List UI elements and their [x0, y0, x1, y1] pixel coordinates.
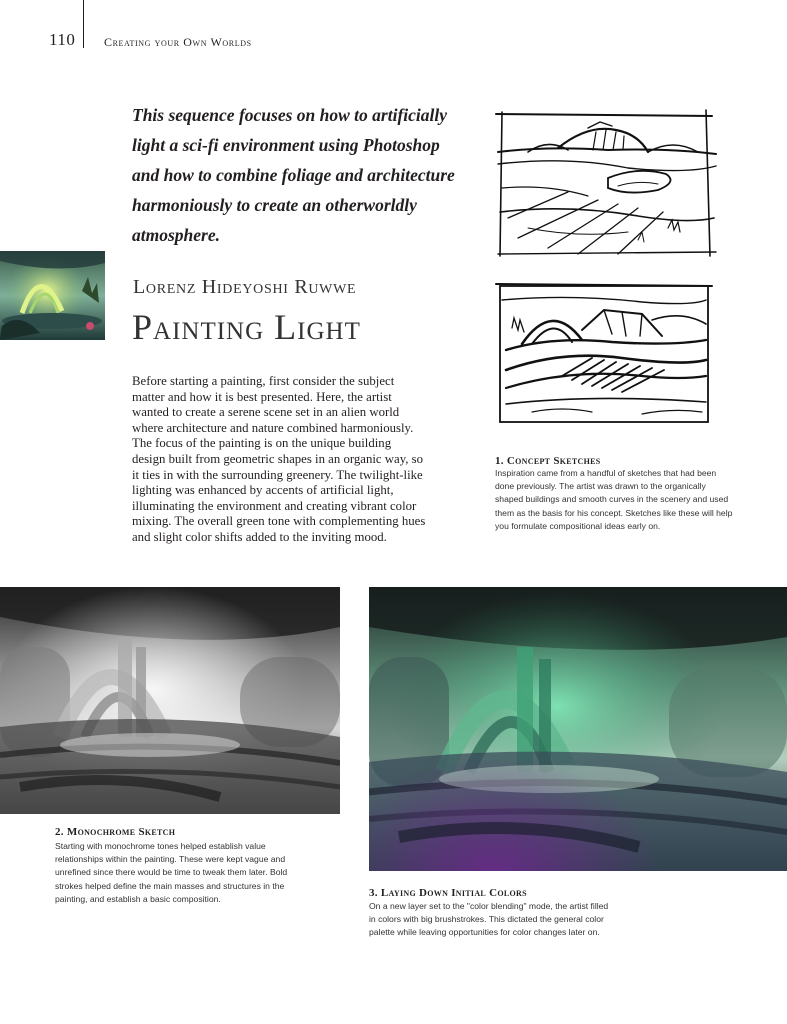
author-name: Lorenz Hideyoshi Ruwwe	[133, 276, 357, 298]
caption-text-initial-colors: On a new layer set to the "color blending" mode, the artist filled in colors with big brushstrokes. This dictated the general color palette while leaving opportunities for color changes later on.	[369, 901, 609, 938]
caption-text-concept-sketches: Inspiration came from a handful of sketches that had been done previously. The artist was drawn to the organically shaped buildings and smooth curves in the scenery and used them as the basis for his concept. Sketches like these will help you formulate compositional ideas early on.	[495, 468, 733, 531]
body-text: Before starting a painting, first consider the subject matter and how it is best presented. Here, the artist wanted to create a serene scene set in an alien world where architecture and nature combined harmoniously. The focus of the painting is on the unique building design built from geometric shapes in an organic way, so it ties in with the surrounding greenery. The twilight-like lighting was enhanced by accents of artificial light, illuminating the environment and creating vibrant color mixing. The overall green tone with complementing hues and slight color shifts added to the inviting mood.	[132, 374, 426, 544]
monochrome-sketch-painting	[0, 587, 340, 814]
thumbnail-painting	[0, 251, 105, 340]
initial-colors-painting	[369, 587, 787, 871]
concept-sketch-2	[492, 280, 714, 430]
page-number: 110	[49, 30, 76, 49]
article-title: Painting Light	[132, 307, 361, 347]
concept-sketch-1	[488, 108, 720, 258]
caption-title-initial-colors: 3. Laying Down Initial Colors	[369, 887, 527, 899]
running-title: Creating your Own Worlds	[104, 35, 252, 49]
intro-text: This sequence focuses on how to artificially light a sci-fi environment using Photoshop and how to combine foliage and architecture harmoniously to create an otherworldly atmosphere.	[132, 105, 455, 245]
caption-title-monochrome-sketch: 2. Monochrome Sketch	[55, 826, 176, 838]
caption-text-monochrome-sketch: Starting with monochrome tones helped establish value relationships within the painting. These were kept vague and unrefined since there would be time to tweak them later. Bold strokes helped define the main masses and structures in the painting, and establish a basic composition.	[55, 841, 288, 904]
caption-title-concept-sketches: 1. Concept Sketches	[495, 455, 601, 467]
header-divider	[83, 0, 84, 48]
